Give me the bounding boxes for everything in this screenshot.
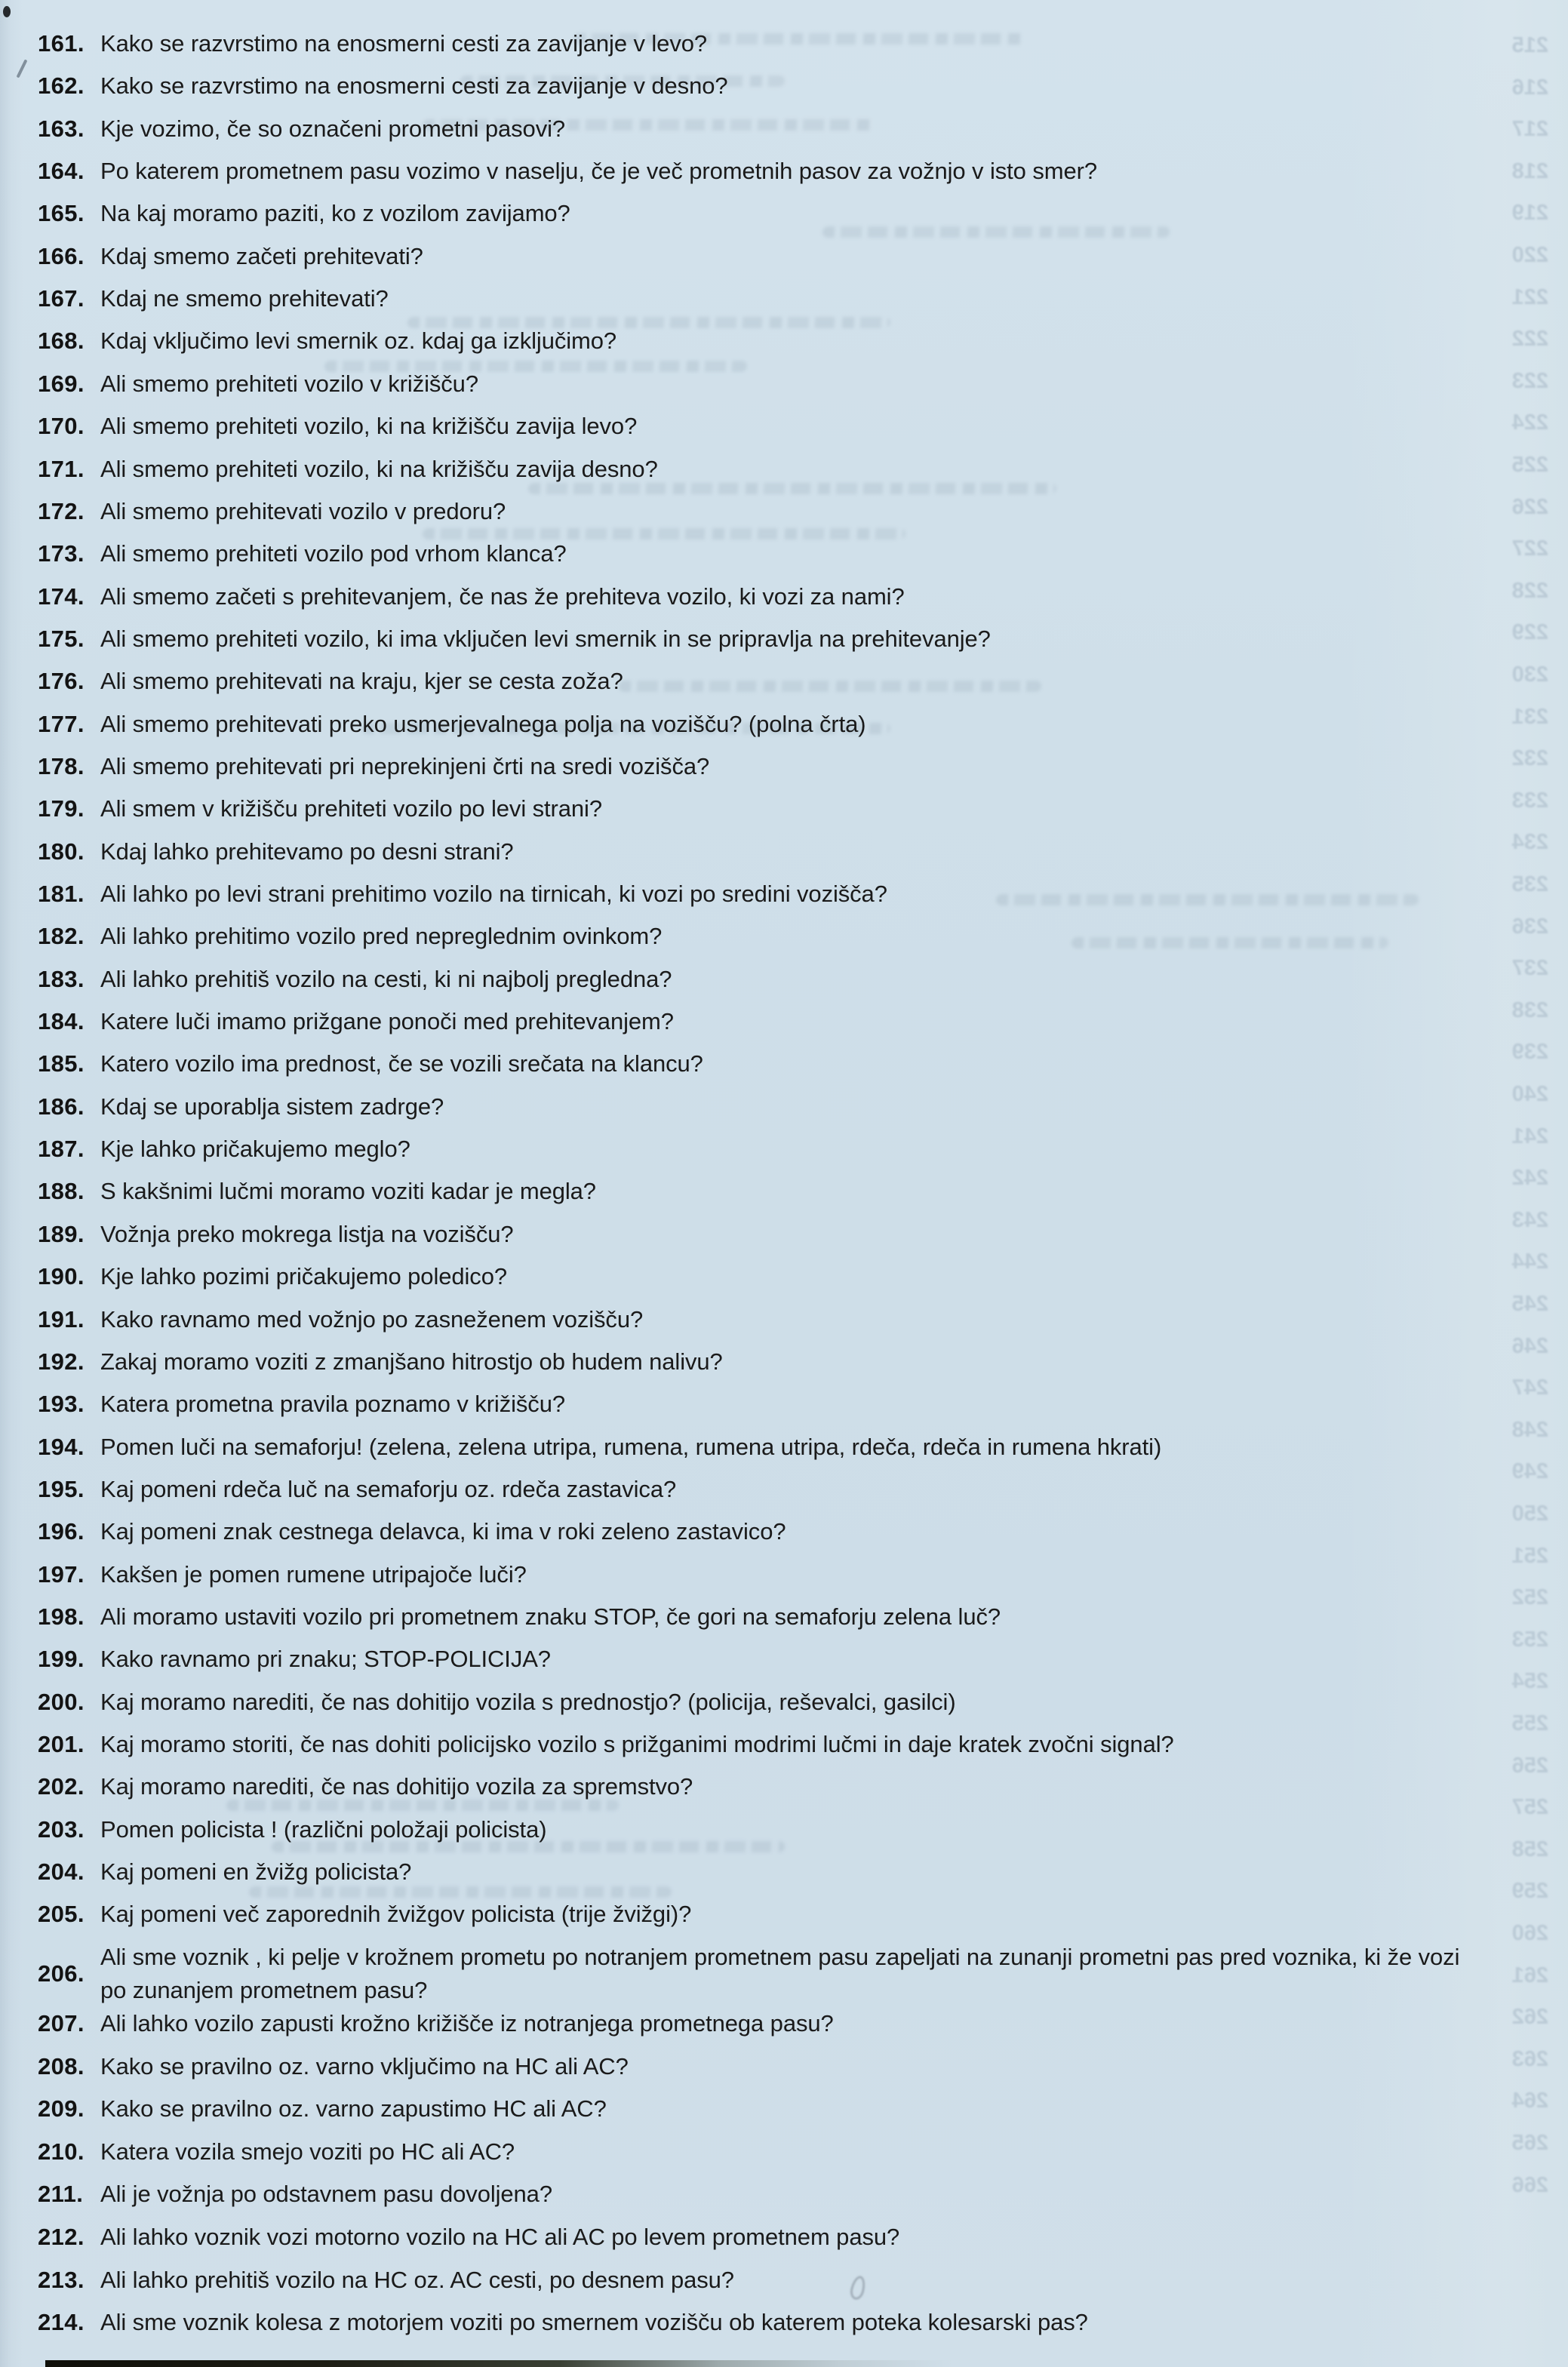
question-text: Ali smemo prehitevati na kraju, kjer se cesta zoža? xyxy=(100,668,623,694)
bleedthrough-number: 251 xyxy=(1511,1544,1548,1568)
question-item xyxy=(0,537,567,570)
question-text: Kako ravnamo pri znaku; STOP-POLICIJA? xyxy=(100,1646,551,1672)
question-number: 162. xyxy=(38,72,85,99)
question-number: 167. xyxy=(38,285,85,312)
question-text: Ali lahko prehitiš vozilo na cesti, ki ni najbolj pregledna? xyxy=(100,966,672,992)
question-text: Ali lahko voznik vozi motorno vozilo na HC ali AC po levem prometnem pasu? xyxy=(100,2224,900,2250)
question-number: 200. xyxy=(38,1689,85,1715)
question-item xyxy=(0,580,905,613)
question-item xyxy=(0,665,623,698)
bleedthrough-number: 234 xyxy=(1511,830,1548,854)
bleedthrough-number: 262 xyxy=(1511,2005,1548,2029)
question-text: Kako se pravilno oz. varno zapustimo HC ali AC? xyxy=(100,2095,607,2122)
question-text: Kdaj lahko prehitevamo po desni strani? xyxy=(100,838,514,865)
question-number: 181. xyxy=(38,881,85,907)
bleedthrough-number: 248 xyxy=(1511,1418,1548,1442)
question-text: Kdaj ne smemo prehitevati? xyxy=(100,285,389,312)
question-item xyxy=(0,1600,1001,1634)
question-number: 208. xyxy=(38,2053,85,2080)
question-number: 206. xyxy=(38,1960,85,1987)
question-text: Kakšen je pomen rumene utripajoče luči? xyxy=(100,1561,527,1588)
bleedthrough-number: 222 xyxy=(1511,327,1548,351)
question-text: Kaj pomeni znak cestnega delavca, ki ima v roki zeleno zastavico? xyxy=(100,1518,786,1545)
question-item xyxy=(0,1898,691,1931)
question-number: 169. xyxy=(38,370,85,397)
bleedthrough-number: 232 xyxy=(1511,746,1548,770)
question-item xyxy=(0,2092,607,2126)
question-text: Ali smemo prehiteti vozilo pod vrhom klanca? xyxy=(100,540,567,567)
question-text: Po katerem prometnem pasu vozimo v naselju, če je več prometnih pasov za vožnjo v isto smer? xyxy=(100,158,1097,184)
question-text: Ali lahko prehitiš vozilo na HC oz. AC cesti, po desnem pasu? xyxy=(100,2267,734,2293)
bleedthrough-number: 264 xyxy=(1511,2089,1548,2113)
question-text: Ali smemo začeti s prehitevanjem, če nas že prehiteva vozilo, ki vozi za nami? xyxy=(100,583,905,610)
bleedthrough-number: 241 xyxy=(1511,1124,1548,1148)
question-item xyxy=(0,1728,1174,1761)
bleedthrough-number: 226 xyxy=(1511,495,1548,519)
question-text: Ali lahko po levi strani prehitimo vozilo na tirnicah, ki vozi po sredini vozišča? xyxy=(100,881,887,907)
question-item xyxy=(0,27,707,60)
question-item xyxy=(0,1473,676,1506)
question-number: 187. xyxy=(38,1136,85,1162)
question-number: 171. xyxy=(38,456,85,482)
question-item xyxy=(0,1941,1466,2007)
bleedthrough-number: 265 xyxy=(1511,2131,1548,2155)
question-text: Katere luči imamo prižgane ponoči med prehitevanjem? xyxy=(100,1008,674,1034)
question-text: Kje lahko pričakujemo meglo? xyxy=(100,1136,410,1162)
question-item xyxy=(0,1813,546,1846)
bleedthrough-number: 219 xyxy=(1511,201,1548,225)
page-bottom-rule xyxy=(45,2360,981,2367)
bleedthrough-number: 233 xyxy=(1511,788,1548,813)
question-item xyxy=(0,453,658,486)
question-item xyxy=(0,792,602,825)
bleedthrough-number: 227 xyxy=(1511,536,1548,561)
bleedthrough-number: 225 xyxy=(1511,453,1548,477)
question-text: Ali lahko prehitimo vozilo pred nepreglednim ovinkom? xyxy=(100,923,663,949)
question-text: Kako se pravilno oz. varno vključimo na HC ali AC? xyxy=(100,2053,629,2080)
question-text: Ali smemo prehitevati vozilo v predoru? xyxy=(100,498,506,524)
bleedthrough-number: 260 xyxy=(1511,1921,1548,1945)
question-text: Ali smemo prehiteti vozilo v križišču? xyxy=(100,370,478,397)
question-number: 161. xyxy=(38,30,85,57)
question-number: 213. xyxy=(38,2267,85,2293)
question-item xyxy=(0,367,478,401)
question-number: 194. xyxy=(38,1434,85,1460)
question-number: 196. xyxy=(38,1518,85,1545)
question-text: Kdaj smemo začeti prehitevati? xyxy=(100,243,423,269)
bleedthrough-number: 246 xyxy=(1511,1334,1548,1358)
question-number: 190. xyxy=(38,1263,85,1290)
question-text: Katera prometna pravila poznamo v križišču? xyxy=(100,1391,565,1417)
question-number: 185. xyxy=(38,1050,85,1077)
question-item xyxy=(0,112,565,146)
bleedthrough-number: 220 xyxy=(1511,243,1548,267)
question-number: 202. xyxy=(38,1773,85,1800)
question-number: 214. xyxy=(38,2309,85,2335)
question-text: Kje lahko pozimi pričakujemo poledico? xyxy=(100,1263,507,1290)
bleedthrough-number: 216 xyxy=(1511,75,1548,100)
question-number: 193. xyxy=(38,1391,85,1417)
bleedthrough-number: 237 xyxy=(1511,956,1548,980)
question-item xyxy=(0,920,662,953)
bleedthrough-number: 236 xyxy=(1511,915,1548,939)
bleedthrough-number: 255 xyxy=(1511,1711,1548,1735)
question-text: Ali lahko vozilo zapusti krožno križišče iz notranjega prometnega pasu? xyxy=(100,2010,834,2037)
bleedthrough-number: 263 xyxy=(1511,2047,1548,2071)
question-number: 180. xyxy=(38,838,85,865)
question-text: Ali je vožnja po odstavnem pasu dovoljena? xyxy=(100,2181,552,2207)
question-text: Ali smemo prehiteti vozilo, ki na križišču zavija desno? xyxy=(100,456,658,482)
question-text: Ali sme voznik , ki pelje v krožnem prometu po notranjem prometnem pasu zapeljati na zunanji prometni pas pred voznika, ki že vozi po zunanjem prometnem pasu? xyxy=(100,1944,1466,2003)
bleedthrough-smudge xyxy=(619,681,1042,692)
question-number: 175. xyxy=(38,626,85,652)
question-text: Kako se razvrstimo na enosmerni cesti za zavijanje v levo? xyxy=(100,30,707,57)
question-item xyxy=(0,878,887,911)
question-item xyxy=(0,240,423,273)
bleedthrough-number: 249 xyxy=(1511,1459,1548,1483)
bleedthrough-number: 261 xyxy=(1511,1963,1548,1987)
question-item xyxy=(0,1133,410,1166)
bleedthrough-number: 266 xyxy=(1511,2173,1548,2197)
question-item xyxy=(0,2306,1088,2339)
bleedthrough-number: 235 xyxy=(1511,872,1548,896)
question-item xyxy=(0,410,637,443)
question-item xyxy=(0,1770,693,1803)
question-item xyxy=(0,1686,956,1719)
question-number: 165. xyxy=(38,200,85,226)
question-number: 211. xyxy=(38,2181,84,2207)
question-item xyxy=(0,2135,515,2169)
question-number: 205. xyxy=(38,1901,85,1927)
question-number: 209. xyxy=(38,2095,85,2122)
question-number: 186. xyxy=(38,1093,85,1120)
question-item xyxy=(0,69,728,103)
bleedthrough-number: 215 xyxy=(1511,33,1548,57)
question-text: Kje vozimo, če so označeni prometni pasovi? xyxy=(100,115,566,142)
bleedthrough-number: 252 xyxy=(1511,1585,1548,1609)
bleedthrough-number: 240 xyxy=(1511,1082,1548,1106)
question-item xyxy=(0,1855,411,1889)
question-text: Kaj pomeni rdeča luč na semaforju oz. rdeča zastavica? xyxy=(100,1476,677,1502)
question-text: Kaj pomeni en žvižg policista? xyxy=(100,1858,412,1885)
question-text: Katera vozila smejo voziti po HC ali AC? xyxy=(100,2138,515,2165)
question-number: 203. xyxy=(38,1816,85,1843)
bleedthrough-number: 218 xyxy=(1511,159,1548,183)
question-number: 192. xyxy=(38,1348,85,1375)
question-item xyxy=(0,1345,723,1379)
question-item xyxy=(0,1388,565,1421)
question-number: 172. xyxy=(38,498,85,524)
question-text: Pomen luči na semaforju! (zelena, zelena utripa, rumena, rumena utripa, rdeča, rdeča in rumena hkrati) xyxy=(100,1434,1162,1460)
bleedthrough-number: 259 xyxy=(1511,1879,1548,1903)
question-text: Ali smemo prehitevati preko usmerjevalnega polja na vozišču? (polna črta) xyxy=(100,711,866,737)
question-text: Kdaj se uporablja sistem zadrge? xyxy=(100,1093,444,1120)
question-text: Kaj moramo narediti, če nas dohitijo vozila za spremstvo? xyxy=(100,1773,693,1800)
question-number: 195. xyxy=(38,1476,85,1502)
question-item xyxy=(0,282,389,315)
bleedthrough-number: 221 xyxy=(1511,285,1548,309)
question-text: Kako se razvrstimo na enosmerni cesti za zavijanje v desno? xyxy=(100,72,728,99)
bleedthrough-number: 257 xyxy=(1511,1795,1548,1819)
question-item xyxy=(0,2178,552,2211)
scan-artifact-dot xyxy=(3,6,11,17)
question-number: 173. xyxy=(38,540,85,567)
bleedthrough-number: 231 xyxy=(1511,705,1548,729)
question-item xyxy=(0,1515,786,1548)
question-number: 188. xyxy=(38,1178,85,1204)
question-item xyxy=(0,2221,899,2254)
bleedthrough-number: 256 xyxy=(1511,1754,1548,1778)
question-number: 174. xyxy=(38,583,85,610)
question-number: 166. xyxy=(38,243,85,269)
question-number: 168. xyxy=(38,327,85,354)
question-number: 204. xyxy=(38,1858,85,1885)
question-item xyxy=(0,708,865,741)
question-text: Vožnja preko mokrega listja na vozišču? xyxy=(100,1221,514,1247)
scan-artifact-mark xyxy=(848,2274,867,2301)
question-text: Kako ravnamo med vožnjo po zasneženem vozišču? xyxy=(100,1306,644,1333)
question-item xyxy=(0,1558,527,1591)
question-text: Ali smemo prehiteti vozilo, ki ima vključen levi smernik in se pripravlja na prehitevanje? xyxy=(100,626,991,652)
question-item xyxy=(0,1090,444,1124)
question-item xyxy=(0,1175,596,1208)
bleedthrough-number: 245 xyxy=(1511,1292,1548,1316)
question-number: 197. xyxy=(38,1561,85,1588)
bleedthrough-number: 242 xyxy=(1511,1166,1548,1190)
question-item xyxy=(0,197,570,230)
question-item xyxy=(0,1260,507,1293)
question-item xyxy=(0,1431,1161,1464)
bleedthrough-number: 217 xyxy=(1511,117,1548,141)
bleedthrough-number: 239 xyxy=(1511,1040,1548,1064)
question-item xyxy=(0,835,514,868)
bleedthrough-number: 223 xyxy=(1511,369,1548,393)
bleedthrough-number: 258 xyxy=(1511,1837,1548,1861)
bleedthrough-number: 250 xyxy=(1511,1502,1548,1526)
question-number: 170. xyxy=(38,413,85,439)
question-number: 189. xyxy=(38,1221,85,1247)
bleedthrough-smudge xyxy=(996,894,1419,905)
question-text: Kaj pomeni več zaporednih žvižgov policista (trije žvižgi)? xyxy=(100,1901,692,1927)
question-number: 177. xyxy=(38,711,85,737)
bleedthrough-number: 229 xyxy=(1511,620,1548,644)
question-item xyxy=(0,1047,703,1081)
question-item xyxy=(0,1643,551,1676)
bleedthrough-number: 254 xyxy=(1511,1669,1548,1693)
question-number: 179. xyxy=(38,795,85,822)
question-item xyxy=(0,324,616,358)
question-text: Ali smemo prehitevati pri neprekinjeni črti na sredi vozišča? xyxy=(100,753,710,779)
question-text: Ali smemo prehiteti vozilo, ki na križišču zavija levo? xyxy=(100,413,638,439)
question-number: 164. xyxy=(38,158,85,184)
question-item xyxy=(0,2264,734,2297)
bleedthrough-number: 224 xyxy=(1511,410,1548,435)
question-number: 210. xyxy=(38,2138,85,2165)
bleedthrough-number: 230 xyxy=(1511,662,1548,687)
question-item xyxy=(0,1218,514,1251)
question-text: Na kaj moramo paziti, ko z vozilom zavijamo? xyxy=(100,200,570,226)
question-number: 201. xyxy=(38,1731,85,1757)
question-number: 182. xyxy=(38,923,85,949)
question-item xyxy=(0,1005,674,1038)
bleedthrough-number: 247 xyxy=(1511,1376,1548,1400)
question-number: 212. xyxy=(38,2224,85,2250)
question-item xyxy=(0,2050,629,2083)
question-text: Kdaj vključimo levi smernik oz. kdaj ga izključimo? xyxy=(100,327,617,354)
question-number: 191. xyxy=(38,1306,85,1333)
bleedthrough-smudge xyxy=(822,226,1170,238)
question-text: Katero vozilo ima prednost, če se vozili srečata na klancu? xyxy=(100,1050,703,1077)
question-number: 183. xyxy=(38,966,85,992)
bleedthrough-number: 243 xyxy=(1511,1208,1548,1232)
bleedthrough-number: 253 xyxy=(1511,1628,1548,1652)
bleedthrough-number: 238 xyxy=(1511,998,1548,1022)
question-text: Ali moramo ustaviti vozilo pri prometnem znaku STOP, če gori na semaforju zelena luč? xyxy=(100,1603,1001,1630)
question-item xyxy=(0,963,672,996)
question-item xyxy=(0,1303,643,1336)
bleedthrough-smudge xyxy=(1071,937,1389,948)
question-item xyxy=(0,495,506,528)
question-text: Kaj moramo narediti, če nas dohitijo vozila s prednostjo? (policija, reševalci, gasilci) xyxy=(100,1689,956,1715)
bleedthrough-number: 244 xyxy=(1511,1250,1548,1274)
question-text: Pomen policista ! (različni položaji policista) xyxy=(100,1816,547,1843)
question-item xyxy=(0,155,1097,188)
question-number: 198. xyxy=(38,1603,85,1630)
question-number: 163. xyxy=(38,115,85,142)
question-item xyxy=(0,750,709,783)
bleedthrough-number: 228 xyxy=(1511,579,1548,603)
question-text: Ali sme voznik kolesa z motorjem voziti po smernem vozišču ob katerem poteka kolesarski pas? xyxy=(100,2309,1088,2335)
question-number: 199. xyxy=(38,1646,85,1672)
question-text: S kakšnimi lučmi moramo voziti kadar je megla? xyxy=(100,1178,596,1204)
question-text: Kaj moramo storiti, če nas dohiti policijsko vozilo s prižganimi modrimi lučmi in daje kratek zvočni signal? xyxy=(100,1731,1174,1757)
question-number: 207. xyxy=(38,2010,85,2037)
question-number: 178. xyxy=(38,753,85,779)
question-item xyxy=(0,622,991,656)
question-text: Ali smem v križišču prehiteti vozilo po levi strani? xyxy=(100,795,602,822)
question-item xyxy=(0,2007,834,2040)
question-number: 176. xyxy=(38,668,85,694)
question-text: Zakaj moramo voziti z zmanjšano hitrostjo ob hudem nalivu? xyxy=(100,1348,723,1375)
question-number: 184. xyxy=(38,1008,85,1034)
